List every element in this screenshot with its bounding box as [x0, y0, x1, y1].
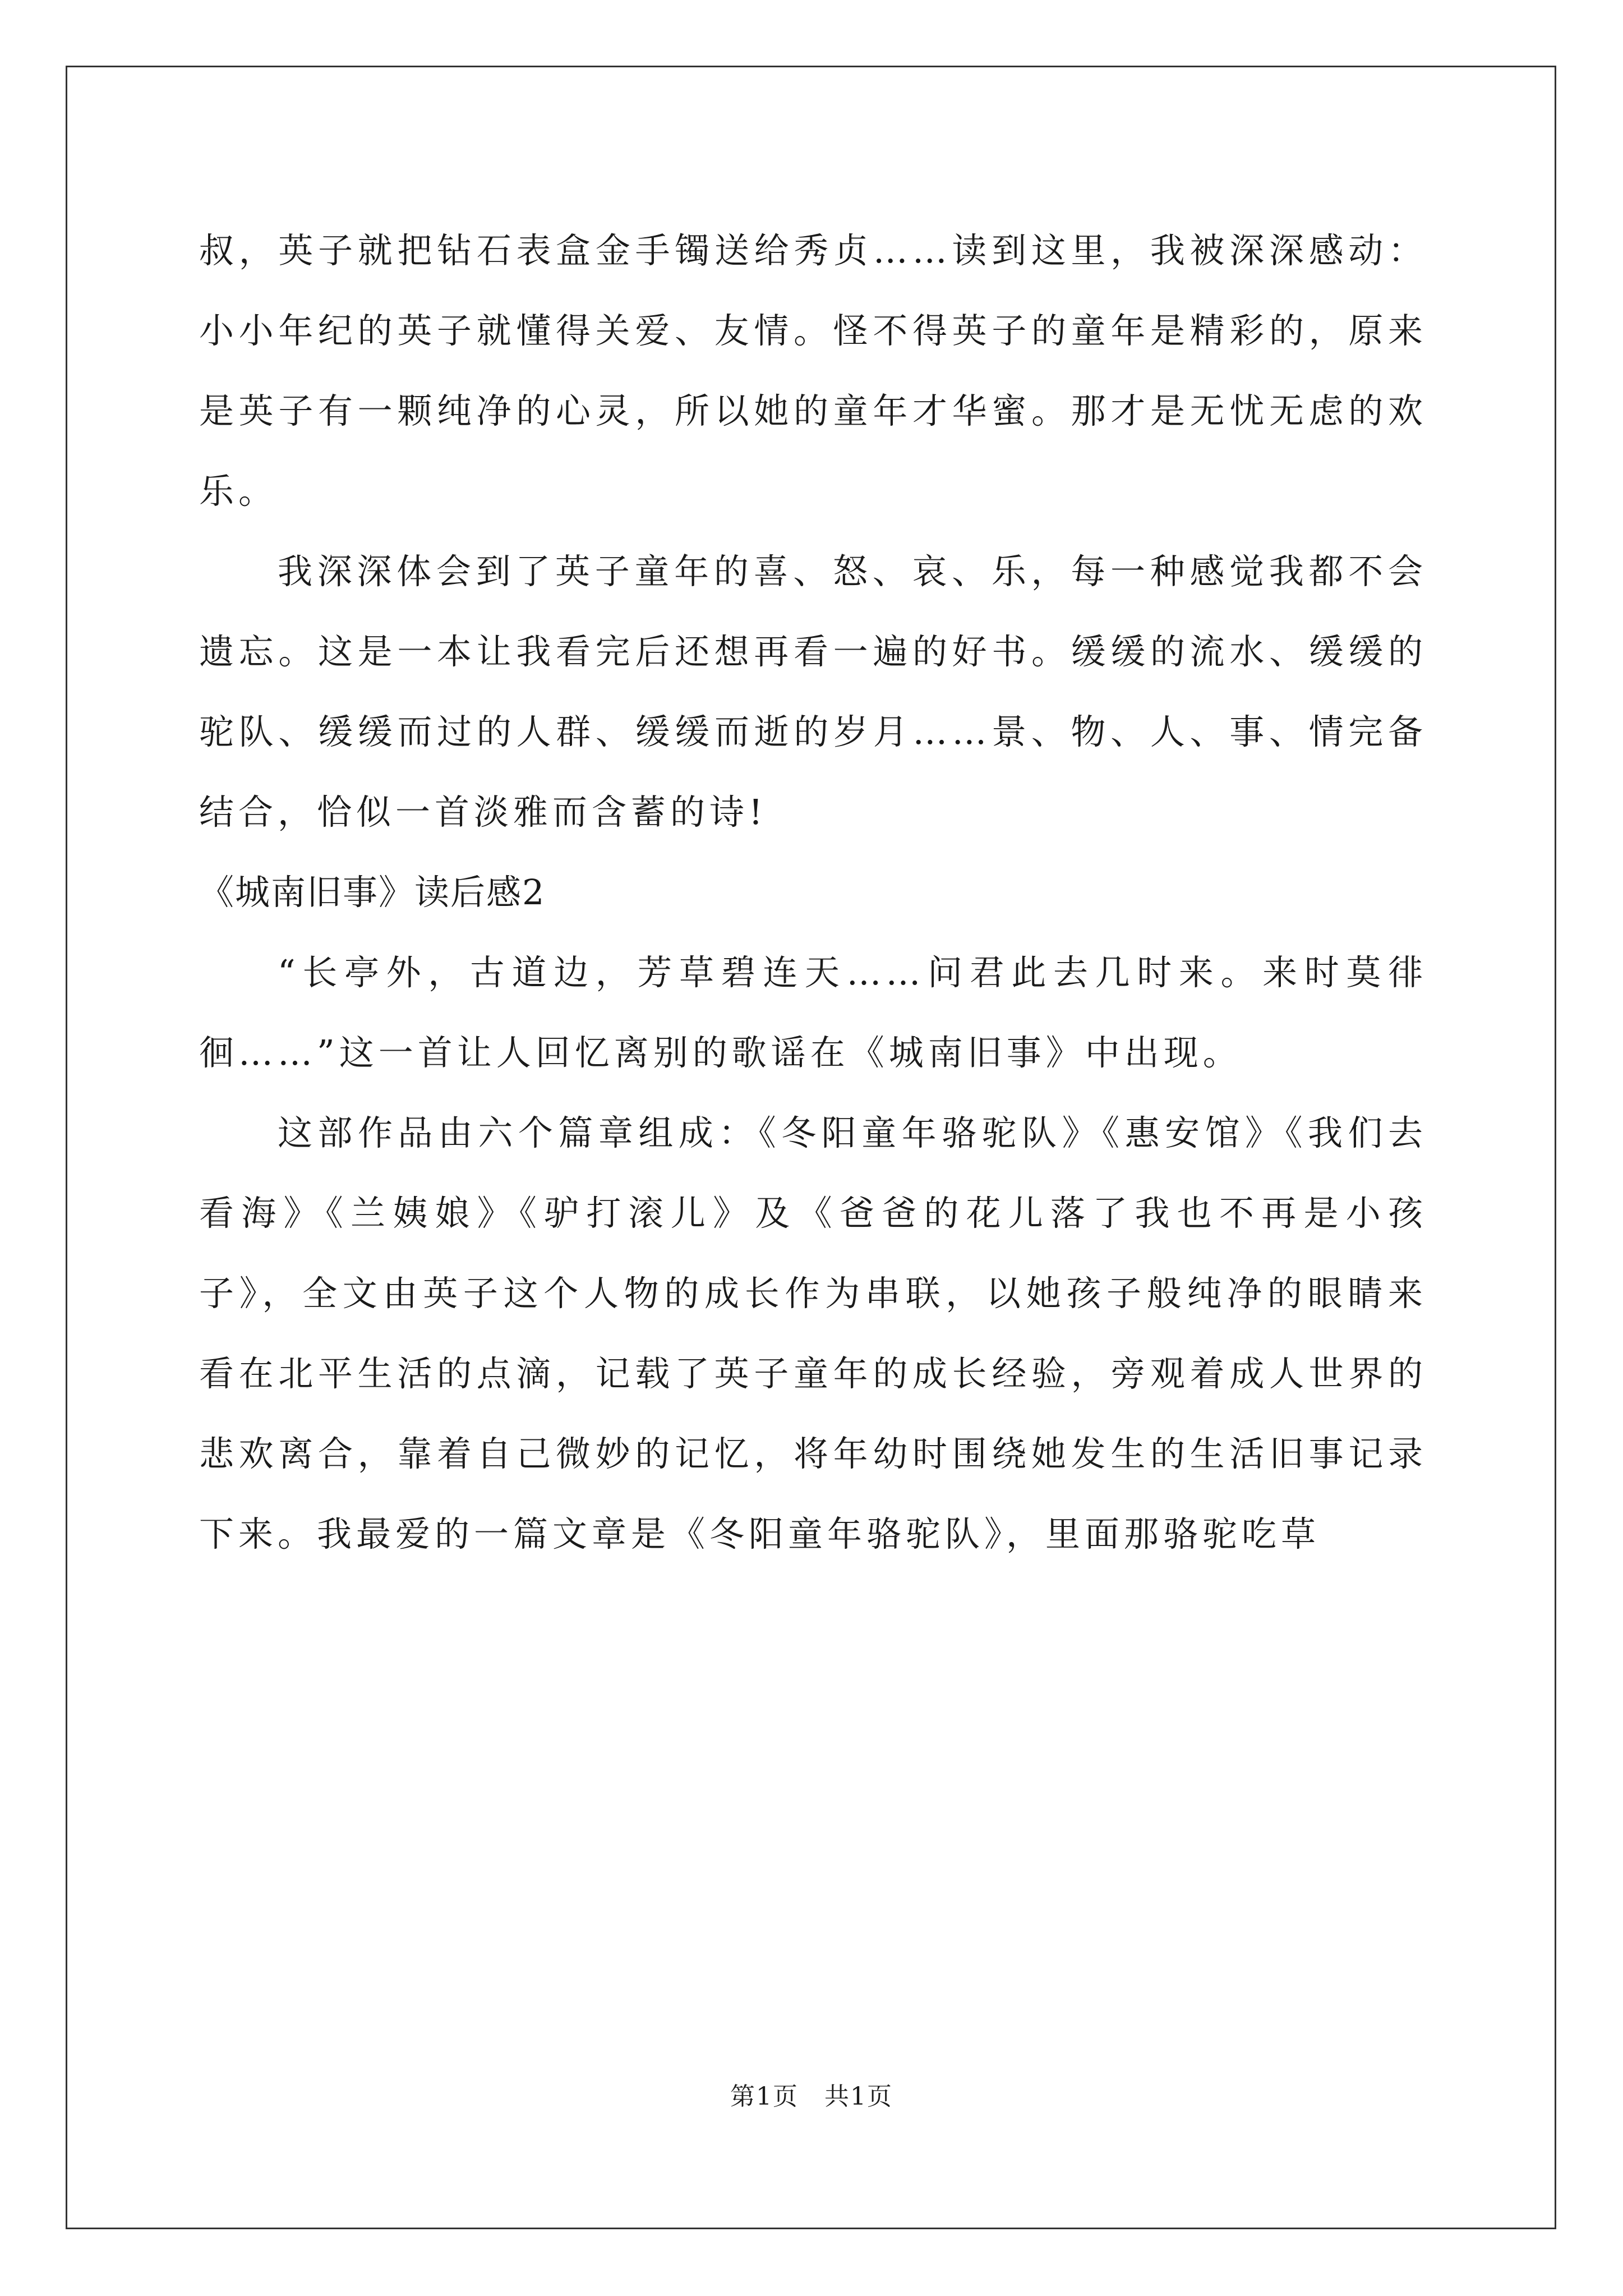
page-total: 共1页 — [824, 2082, 893, 2111]
section-heading: 《城南旧事》读后感2 — [199, 872, 546, 913]
document-body — [199, 210, 1427, 1574]
paragraph-3: “长亭外，古道边，芳草碧连天……问君此去几时来。来时莫徘徊……”这一首让人回忆离别的歌谣在《城南旧事》中出现。 — [199, 952, 1427, 1073]
paragraph-4: 这部作品由六个篇章组成：《冬阳童年骆驼队》《惠安馆》《我们去看海》《兰姨娘》《驴打滚儿》及《爸爸的花儿落了我也不再是小孩子》，全文由英子这个人物的成长作为串联，以她孩子般纯净的眼睛来看在北平生活的点滴，记载了英子童年的成长经验，旁观着成人世界的悲欢离合，靠着自己微妙的记忆，将年幼时围绕她发生的生活旧事记录下来。我最爱的一篇文章是《冬阳童年骆驼队》，里面那骆驼吃草 — [199, 1112, 1427, 1554]
paragraph-2: 我深深体会到了英子童年的喜、怒、哀、乐，每一种感觉我都不会遗忘。这是一本让我看完后还想再看一遍的好书。缓缓的流水、缓缓的驼队、缓缓而过的人群、缓缓而逝的岁月……景、物、人、事、情完备结合，恰似一首淡雅而含蓄的诗! — [199, 551, 1427, 832]
page-footer — [0, 2080, 1623, 2114]
page-number: 第1页 — [730, 2082, 799, 2111]
paragraph-1: 叔，英子就把钻石表盒金手镯送给秀贞……读到这里，我被深深感动：小小年纪的英子就懂得关爱、友情。怪不得英子的童年是精彩的，原来是英子有一颗纯净的心灵，所以她的童年才华蜜。那才是无忧无虑的欢乐。 — [199, 230, 1427, 512]
